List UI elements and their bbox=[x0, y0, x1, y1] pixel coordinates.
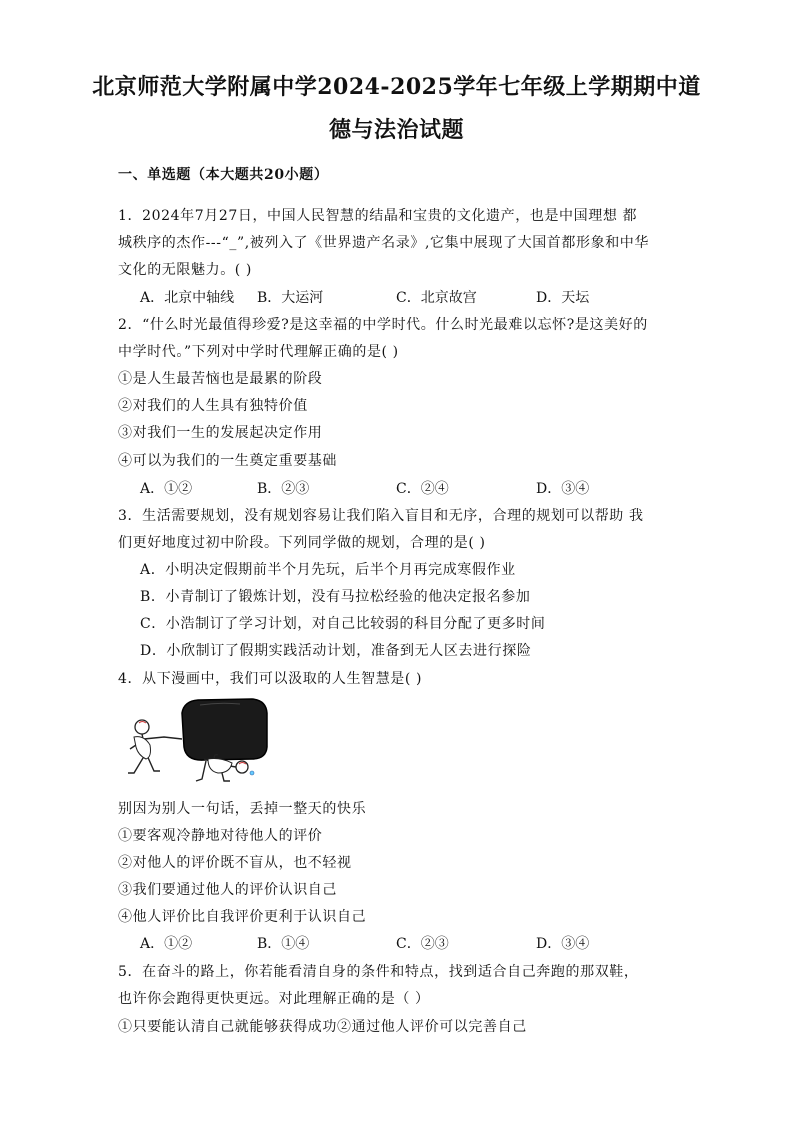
q2-option-d: D．③④ bbox=[536, 481, 590, 497]
q1-line: 1．2024年7月27日，中国人民智慧的结晶和宝贵的文化遗产，也是中国理想 都 bbox=[118, 208, 638, 224]
q3-line: 们更好地度过初中阶段。下列同学做的规划，合理的是( ) bbox=[118, 535, 486, 551]
q2-choice: ④可以为我们的一生奠定重要基础 bbox=[118, 453, 337, 469]
q4-choice: ①要客观冷静地对待他人的评价 bbox=[118, 828, 323, 844]
q4-choice: ③我们要通过他人的评价认识自己 bbox=[118, 882, 337, 898]
comic-illustration bbox=[120, 695, 280, 785]
left-figure-head bbox=[135, 720, 149, 734]
q1-option-b: B．大运河 bbox=[257, 290, 324, 306]
q1-line: 城秩序的杰作---“_”,被列入了《世界遗产名录》,它集中展现了大国首都形象和中华 bbox=[118, 235, 650, 251]
q3-option-d: D．小欣制订了假期实践活动计划，准备到无人区去进行探险 bbox=[140, 643, 532, 659]
q1-option-c: C．北京故宫 bbox=[396, 290, 477, 306]
q2-choice: ③对我们一生的发展起决定作用 bbox=[118, 425, 323, 441]
q4-option-b: B．①④ bbox=[257, 936, 310, 952]
q2-option-c: C．②④ bbox=[396, 481, 449, 497]
page-title: 北京师范大学附属中学2024-2025学年七年级上学期期中道 bbox=[92, 74, 701, 100]
q3-option-c: C．小浩制订了学习计划，对自己比较弱的科目分配了更多时间 bbox=[140, 616, 546, 632]
q3-option-a: A．小明决定假期前半个月先玩，后半个月再完成寒假作业 bbox=[140, 562, 516, 578]
q5-line: ①只要能认清自己就能够获得成功②通过他人评价可以完善自己 bbox=[118, 1019, 527, 1035]
q4-option-d: D．③④ bbox=[536, 936, 590, 952]
q5-line: 5．在奋斗的路上，你若能看清自身的条件和特点，找到适合自己奔跑的那双鞋， bbox=[118, 964, 639, 980]
section-heading: 一、单选题（本大题共20小题） bbox=[118, 167, 329, 183]
q4-option-c: C．②③ bbox=[396, 936, 449, 952]
q2-choice: ①是人生最苦恼也是最累的阶段 bbox=[118, 371, 323, 387]
q1-line: 文化的无限魅力。( ) bbox=[118, 262, 252, 278]
q2-choice: ②对我们的人生具有独特价值 bbox=[118, 398, 308, 414]
q2-option-b: B．②③ bbox=[257, 481, 310, 497]
rock-shape bbox=[182, 699, 267, 760]
q2-line: 中学时代。”下列对中学时代理解正确的是( ) bbox=[118, 344, 399, 360]
q5-line: 也许你会跑得更快更远。对此理解正确的是（ ） bbox=[118, 991, 430, 1007]
q4-option-a: A．①② bbox=[140, 936, 193, 952]
q2-option-a: A．①② bbox=[140, 481, 193, 497]
q4-stem: 4．从下漫画中，我们可以汲取的人生智慧是( ) bbox=[118, 671, 423, 687]
q2-line: 2．“什么时光最值得珍爱?是这幸福的中学时代。什么时光最难以忘怀?是这美好的 bbox=[118, 317, 648, 333]
q4-comic-caption: 别因为别人一句话，丢掉一整天的快乐 bbox=[118, 801, 367, 817]
q3-option-b: B．小青制订了锻炼计划，没有马拉松经验的他决定报名参加 bbox=[140, 589, 531, 605]
q3-line: 3．生活需要规划，没有规划容易让我们陷入盲目和无序，合理的规划可以帮助 我 bbox=[118, 508, 644, 524]
q1-option-d: D．天坛 bbox=[536, 290, 590, 306]
q1-option-a: A．北京中轴线 bbox=[140, 290, 235, 306]
page-title-continued: 德与法治试题 bbox=[328, 117, 464, 143]
q4-choice: ②对他人的评价既不盲从，也不轻视 bbox=[118, 855, 352, 871]
q4-choice: ④他人评价比自我评价更利于认识自己 bbox=[118, 909, 367, 925]
